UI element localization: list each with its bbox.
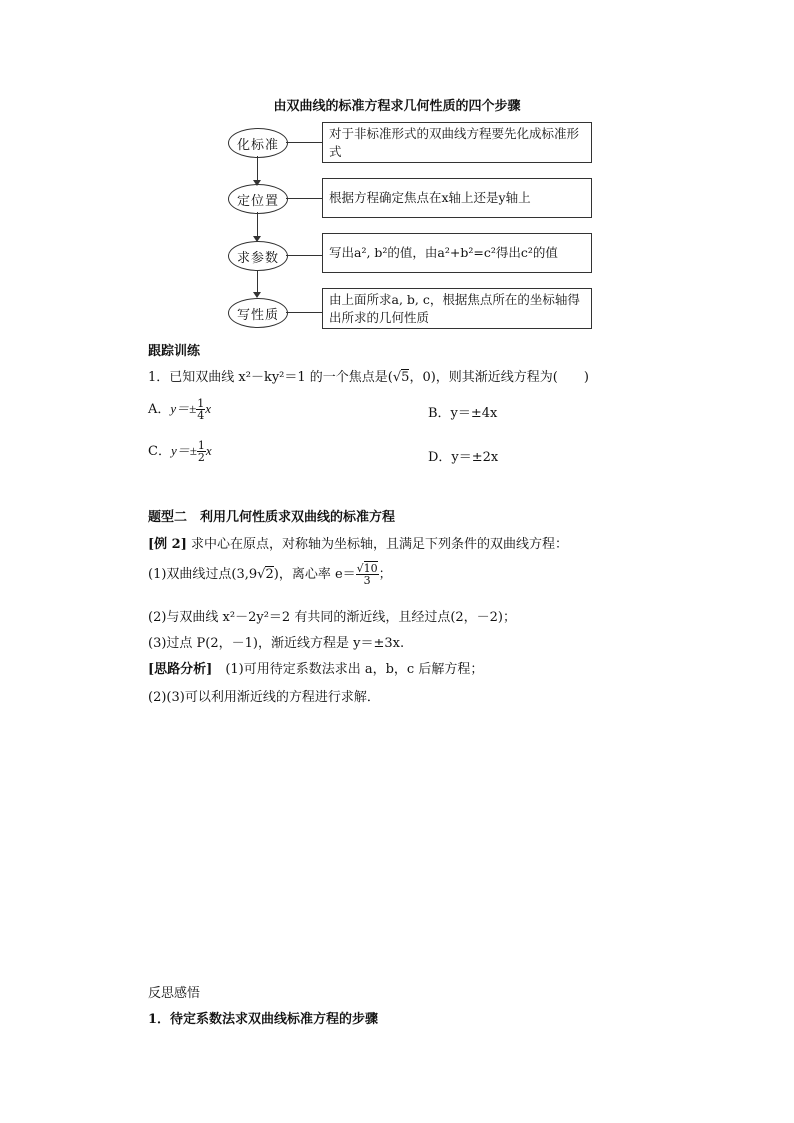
q1-option-d: D．y＝±2x: [428, 450, 499, 465]
analysis-text-1: (1)可用待定系数法求出 a，b，c 后解方程；: [212, 662, 484, 677]
c1-post: ；: [378, 567, 392, 582]
q1-stem: [148, 366, 589, 385]
frac-num: 1: [197, 439, 205, 452]
connector-h: [286, 255, 322, 256]
flow-step-1: 化标准: [228, 128, 288, 158]
c1-pre: (1)双曲线过点(3,9: [148, 567, 258, 582]
flow-desc-4: [322, 288, 592, 329]
q1-option-b: B．y＝±4x: [428, 406, 498, 421]
ex2-condition-1: [148, 563, 392, 586]
analysis-line-1: [148, 658, 483, 677]
flow-desc-2-text: 根据方程确定焦点在x轴上还是y轴上: [329, 190, 531, 205]
flow-desc-4-text: 由上面所求a, b, c，根据焦点所在的坐标轴得出所求的几何性质: [329, 291, 580, 325]
q1-stem-sqrt: 5: [401, 370, 410, 385]
connector-h: [286, 142, 322, 143]
flow-step-3: 求参数: [228, 241, 288, 271]
reflect-item-1: 1．待定系数法求双曲线标准方程的步骤: [148, 1012, 379, 1027]
sqrt-symbol: √: [356, 562, 364, 575]
sqrt-symbol: √: [257, 567, 266, 582]
flow-desc-3: [322, 233, 592, 273]
connector-h: [286, 198, 322, 199]
sqrt-symbol: √: [392, 370, 402, 385]
q1-optC-label: C．: [148, 444, 171, 459]
ex2-condition-2: (2)与双曲线 x²－2y²＝2 有共同的渐近线，且经过点(2，－2)；: [148, 610, 517, 625]
analysis-label: [思路分析]: [148, 662, 213, 677]
flow-step-2: 定位置: [228, 184, 288, 214]
flow-desc-1: [322, 122, 592, 163]
fraction: [196, 398, 205, 421]
type2-heading: 题型二 利用几何性质求双曲线的标准方程: [148, 510, 396, 525]
q1-option-c: [148, 440, 212, 463]
frac-den: 4: [197, 409, 205, 422]
c1-sqrt: 2: [265, 567, 274, 582]
page-title: 由双曲线的标准方程求几何性质的四个步骤: [273, 99, 521, 114]
fraction: [197, 440, 206, 463]
analysis-line-2: (2)(3)可以利用渐近线的方程进行求解．: [148, 690, 380, 705]
q1-optC-post: x: [205, 443, 212, 458]
q1-optC-pre: y＝±: [170, 443, 197, 458]
flow-desc-3-text: 写出a², b²的值，由a²+b²=c²得出c²的值: [329, 245, 558, 260]
frac-den: 3: [363, 574, 371, 587]
q1-stem-post: ，0)，则其渐近线方程为( ): [409, 370, 589, 385]
q1-stem-pre: 1．已知双曲线 x²－ky²＝1 的一个焦点是(: [148, 370, 393, 385]
q1-option-a: [148, 398, 211, 421]
connector-h: [286, 312, 322, 313]
q1-optA-label: A．: [148, 402, 171, 417]
flow-step-4: 写性质: [228, 298, 288, 328]
flow-desc-2: [322, 178, 592, 218]
example-2-stem: [148, 533, 568, 552]
frac-den: 2: [197, 451, 205, 464]
frac-num-sqrt: 10: [363, 562, 378, 575]
q1-optA-post: x: [205, 401, 212, 416]
flow-desc-1-text: 对于非标准形式的双曲线方程要先化成标准形式: [329, 125, 580, 159]
reflect-heading: 反思感悟: [148, 986, 201, 1001]
q1-optA-pre: y＝±: [170, 401, 197, 416]
example-label: [例 2]: [148, 537, 187, 552]
practice-heading: 跟踪训练: [148, 344, 201, 359]
fraction: [356, 563, 379, 586]
frac-num: 1: [197, 397, 205, 410]
ex2-condition-3: (3)过点 P(2，－1)，渐近线方程是 y＝±3x.: [148, 636, 405, 651]
example-stem-text: 求中心在原点，对称轴为坐标轴，且满足下列条件的双曲线方程：: [186, 537, 569, 552]
c1-mid: )，离心率 e＝: [273, 567, 356, 582]
